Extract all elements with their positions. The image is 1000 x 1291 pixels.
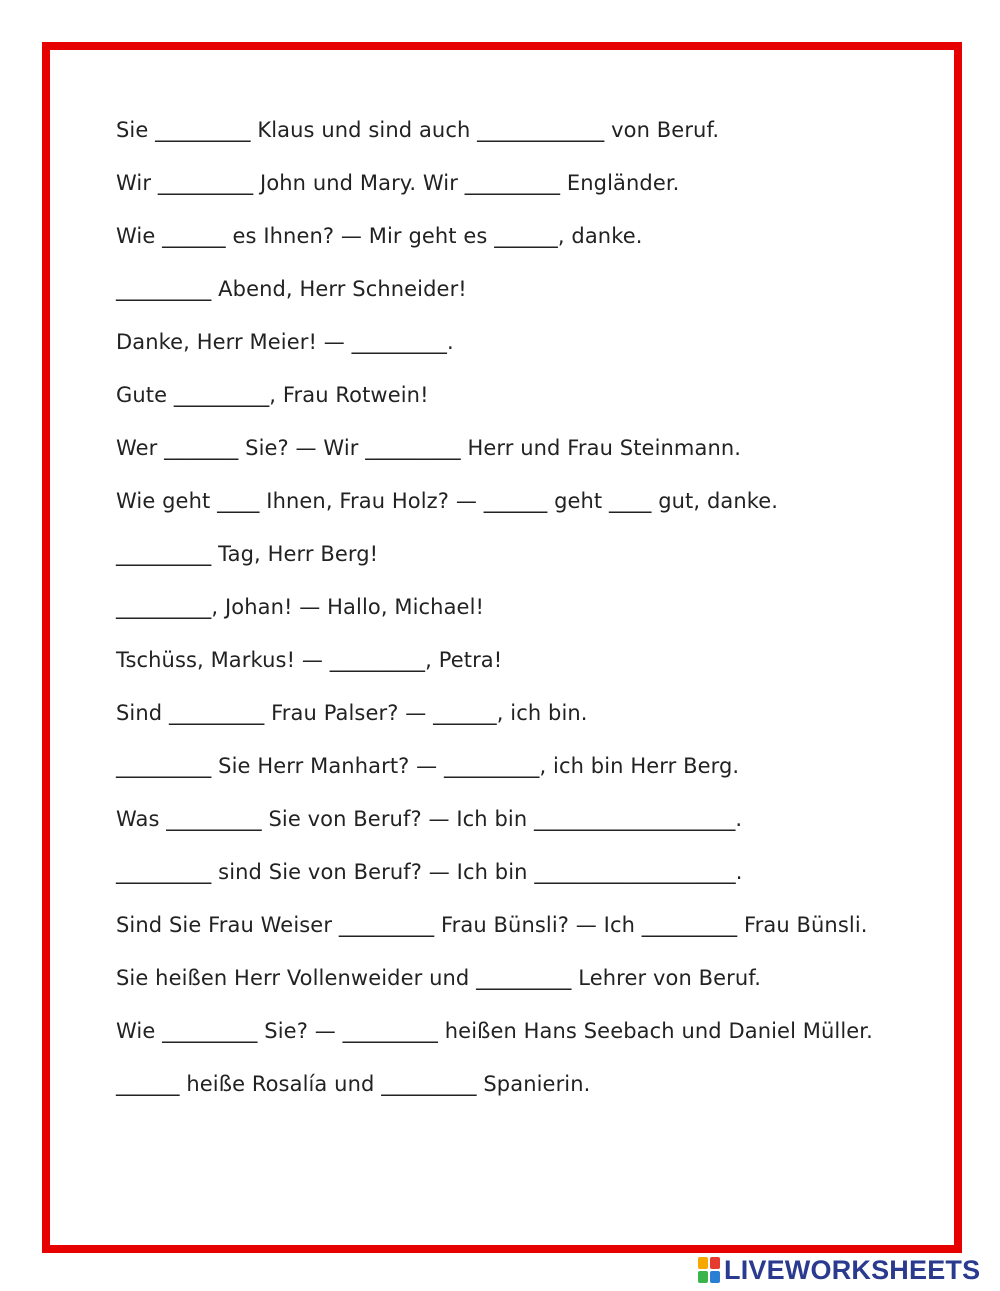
sentence-8: Wie geht ____ Ihnen, Frau Holz? — ______ geht ____ gut, danke. bbox=[116, 489, 779, 513]
sentence-3: Wie ______ es Ihnen? — Mir geht es ______, danke. bbox=[116, 224, 643, 248]
logo-blocks-icon bbox=[698, 1257, 720, 1283]
sentence-1: Sie _________ Klaus und sind auch ____________ von Beruf. bbox=[116, 118, 720, 142]
sentence-13: _________ Sie Herr Manhart? — _________, ich bin Herr Berg. bbox=[116, 754, 740, 778]
logo-block-2 bbox=[710, 1257, 720, 1269]
sentence-18: Wie _________ Sie? — _________ heißen Hans Seebach und Daniel Müller. bbox=[116, 1019, 873, 1043]
sentence-11: Tschüss, Markus! — _________, Petra! bbox=[116, 648, 503, 672]
sentence-4: _________ Abend, Herr Schneider! bbox=[116, 277, 467, 301]
sentence-9: _________ Tag, Herr Berg! bbox=[116, 542, 379, 566]
sentence-6: Gute _________, Frau Rotwein! bbox=[116, 383, 429, 407]
logo-block-1 bbox=[698, 1257, 708, 1269]
sentence-19: ______ heiße Rosalía und _________ Spanierin. bbox=[116, 1072, 591, 1096]
sentence-17: Sie heißen Herr Vollenweider und _________ Lehrer von Beruf. bbox=[116, 966, 762, 990]
sentence-5: Danke, Herr Meier! — _________. bbox=[116, 330, 454, 354]
worksheet-sentences bbox=[116, 112, 886, 1119]
logo-block-4 bbox=[710, 1271, 720, 1283]
sentence-7: Wer _______ Sie? — Wir _________ Herr und Frau Steinmann. bbox=[116, 436, 742, 460]
liveworksheets-logo bbox=[698, 1256, 980, 1284]
sentence-10: _________, Johan! — Hallo, Michael! bbox=[116, 595, 485, 619]
sentence-16: Sind Sie Frau Weiser _________ Frau Bünsli? — Ich _________ Frau Bünsli. bbox=[116, 913, 868, 937]
logo-block-3 bbox=[698, 1271, 708, 1283]
logo-text: LIVEWORKSHEETS bbox=[724, 1254, 981, 1285]
sentence-2: Wir _________ John und Mary. Wir _________ Engländer. bbox=[116, 171, 680, 195]
sentence-12: Sind _________ Frau Palser? — ______, ich bin. bbox=[116, 701, 588, 725]
sentence-15: _________ sind Sie von Beruf? — Ich bin ___________________. bbox=[116, 860, 743, 884]
sentence-14: Was _________ Sie von Beruf? — Ich bin ___________________. bbox=[116, 807, 743, 831]
